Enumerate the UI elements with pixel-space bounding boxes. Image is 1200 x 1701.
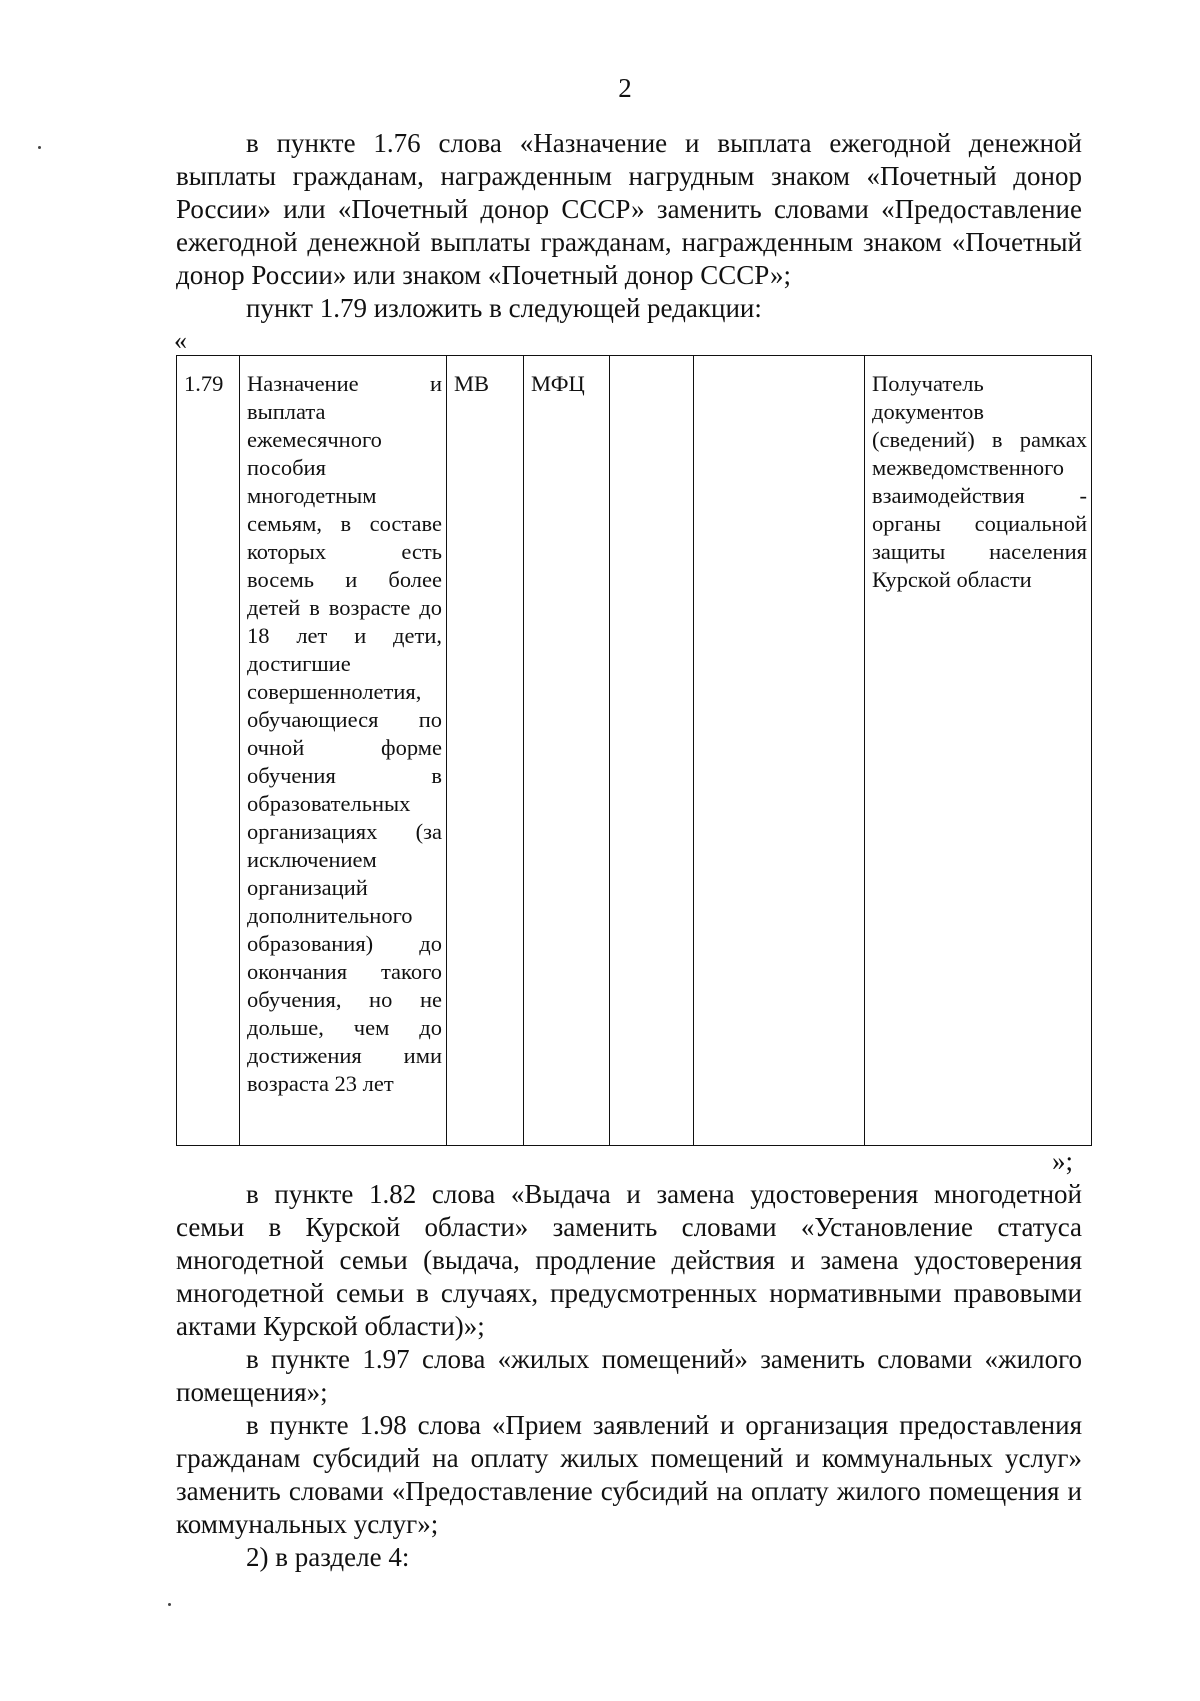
close-quote: »; [1052, 1146, 1074, 1176]
service-name-line: окончания такого [247, 959, 442, 984]
cell-empty-1 [610, 356, 694, 1146]
scan-speck [38, 146, 41, 149]
amendment-paragraphs [176, 1178, 1082, 1574]
paragraph-item-1-97: в пункте 1.97 слова «жилых помещений» заменить словами «жилого помещения»; [176, 1344, 1082, 1407]
cell-item-number [177, 356, 240, 1146]
service-name-line: достижения ими [247, 1043, 442, 1068]
amendment-table [176, 355, 1092, 1146]
service-name-line: ежемесячного [247, 427, 382, 452]
open-quote: « [174, 326, 187, 355]
scan-speck [168, 1603, 171, 1606]
table-row [177, 356, 1092, 1146]
service-name-line: Назначение и [247, 371, 442, 396]
recipient-line: органы социальной [872, 511, 1087, 536]
service-name-line: образовательных [247, 791, 411, 816]
intro-paragraphs [176, 127, 1082, 325]
page-number: 2 [618, 73, 632, 103]
paragraph-item-1-76: в пункте 1.76 слова «Назначение и выплата ежегодной денежной выплаты гражданам, награжденным нагрудным знаком «Почетный донор России» или «Почетный донор СССР» заменить словами «Предоставление ежегодной денежной выплаты гражданам, награжденным знаком «Почетный донор России» или знаком «Почетный донор СССР»; [176, 128, 1082, 290]
service-name-line: обучающиеся по [247, 707, 442, 732]
service-name-line: обучения в [247, 763, 442, 788]
cell-empty-2 [694, 356, 865, 1146]
item-number: 1.79 [184, 371, 224, 396]
service-name-line: семьям, в составе [247, 511, 442, 536]
service-name-line: дольше, чем до [247, 1015, 442, 1040]
paragraph-section-4: 2) в разделе 4: [246, 1542, 410, 1572]
cell-mv [447, 356, 524, 1146]
mv-label: МВ [454, 371, 490, 396]
service-name-line: совершеннолетия, [247, 679, 422, 704]
paragraph-item-1-82: в пункте 1.82 слова «Выдача и замена удостоверения многодетной семьи в Курской области» заменить словами «Установление статуса многодетной семьи (выдача, продление действия и замена удостоверения многодетной семьи в случаях, предусмотренных нормативными правовыми актами Курской области)»; [176, 1179, 1082, 1341]
service-name-line: пособия [247, 455, 326, 480]
service-name-line: организаций [247, 875, 368, 900]
cell-recipient [865, 356, 1092, 1146]
service-name-line: которых есть [247, 539, 442, 564]
service-name-line: обучения, но не [247, 987, 442, 1012]
service-name-line: очной форме [247, 735, 442, 760]
service-name-line: выплата [247, 399, 326, 424]
recipient-line: Получатель [872, 371, 984, 396]
recipient-line: документов [872, 399, 984, 424]
recipient-line: (сведений) в рамках [872, 427, 1087, 452]
service-name-line: возраста 23 лет [247, 1071, 394, 1096]
paragraph-item-1-79-intro: пункт 1.79 изложить в следующей редакции: [246, 293, 762, 323]
recipient-line: Курской области [872, 567, 1032, 592]
service-name-line: 18 лет и дети, [247, 623, 442, 648]
service-name-line: образования) до [247, 931, 442, 956]
service-name-line: многодетным [247, 483, 377, 508]
mfc-label: МФЦ [531, 371, 585, 396]
service-name-line: исключением [247, 847, 377, 872]
recipient-line: защиты населения [872, 539, 1087, 564]
service-name-line: дополнительного [247, 903, 413, 928]
recipient-line: межведомственного [872, 455, 1065, 480]
service-name-line: достигшие [247, 651, 351, 676]
cell-mfc [524, 356, 610, 1146]
cell-service-name [240, 356, 447, 1146]
paragraph-item-1-98: в пункте 1.98 слова «Прием заявлений и организация предоставления гражданам субсидий на оплату жилых помещений и коммунальных услуг» заменить словами «Предоставление субсидий на оплату жилого помещения и коммунальных услуг»; [176, 1410, 1082, 1539]
recipient-line: взаимодействия - [872, 483, 1087, 508]
service-name-line: восемь и более [247, 567, 442, 592]
service-name-line: детей в возрасте до [247, 595, 442, 620]
service-name-line: организациях (за [247, 819, 442, 844]
